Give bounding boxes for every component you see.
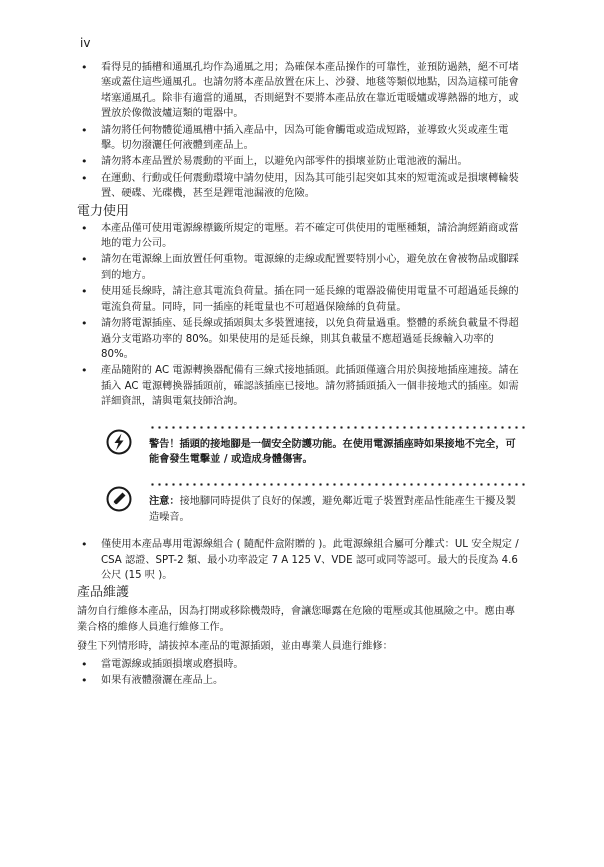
divider [149,426,525,429]
list-item: • 看得見的插槽和通風孔均作為通風之用；為確保本產品操作的可靠性，並預防過熱，絕不可堵塞或蓋住這些通風孔。也請勿將本產品放置在床上、沙發、地毯等類似地點，因為這樣可能會堵塞通風孔。除非有適當的通風，否則絕對不要將本產品放在靠近電暖爐或導熱器的地方，或置放於像微波爐這類的電器中。 [77,60,525,122]
page-content [77,60,525,689]
section-title-maintenance: 產品維護 [77,585,130,601]
note-box [101,483,525,525]
warning-lightning-icon [106,429,132,455]
list-item: • 如果有液體潑灑在產品上。 [77,673,525,688]
list-item: • 請勿將電源插座、延長線或插頭與太多裝置連接，以免負荷量過重。整體的系統負載量不得超過分支電路功率的 80%。如果使用的是延長線，則其負載量不應超過延長線輸入功率的 80%。 [77,316,525,362]
power-cord-bullet-list [77,537,525,583]
list-item: • 僅使用本產品專用電源線組合 ( 隨配件盒附贈的 )。此電源線組合屬可分離式：UL 安全規定 / CSA 認證、SPT-2 類、最小功率設定 7 A 125 V、VDE 認可或同等認可。最大的長度為 4.6 公尺 (15 呎 )。 [77,537,525,583]
list-item: • 請勿在電源線上面放置任何重物。電源線的走線或配置要特別小心，避免放在會被物品或腳踩到的地方。 [77,252,525,283]
section-title-power: 電力使用 [77,203,130,219]
intro-bullet-list [77,60,525,202]
list-item: • 本產品僅可使用電源線標籤所規定的電壓。若不確定可供使用的電壓種類，請洽詢經銷商或當地的電力公司。 [77,221,525,252]
list-item: • 當電源線或插頭損壞或磨損時。 [77,657,525,672]
power-bullet-list [77,221,525,410]
maintenance-bullet-list [77,657,525,689]
note-text [149,494,525,525]
note-label: 注意： [149,496,180,508]
list-item: • 請勿將本產品置於易震動的平面上，以避免內部零件的損壞並防止電池液的漏出。 [77,154,525,169]
list-item: • 使用延長線時，請注意其電流負荷量。插在同一延長線的電器設備使用電量不可超過延長線的電流負荷量。同時，同一插座的耗電量也不可超過保險絲的負荷量。 [77,284,525,315]
warning-text: 警告！插頭的接地腳是一個安全防護功能。在使用電源插座時如果接地不完全，可能會發生電擊並 / 或造成身體傷害。 [149,438,516,465]
maintenance-paragraph: 請勿自行維修本產品，因為打開或移除機殼時，會讓您曝露在危險的電壓或其他風險之中。應由專業合格的維修人員進行維修工作。 [77,606,516,633]
note-body: 接地腳同時提供了良好的保護，避免鄰近電子裝置對產品性能產生干擾及製造噪音。 [149,496,516,523]
list-item: • 請勿將任何物體從通風槽中插入產品中，因為可能會觸電或造成短路，並導致火災或產生電擊。切勿潑灑任何液體到產品上。 [77,123,525,154]
warning-box [101,426,525,468]
maintenance-paragraph: 發生下列情形時，請拔掉本產品的電源插頭，並由專業人員進行維修： [77,641,393,653]
page-number: iv [80,36,91,50]
list-item: • 在運動、行動或任何震動環境中請勿使用，因為其可能引起突如其來的短電流或是損壞轉輪裝置、硬碟、光碟機，甚至是鋰電池漏液的危險。 [77,171,525,202]
note-pencil-icon [106,486,132,512]
list-item: • 產品隨附的 AC 電源轉換器配備有三線式接地插頭。此插頭僅適合用於與接地插座連接。請在插入 AC 電源轉換器插頭前，確認該插座已接地。請勿將插頭插入一個非接地式的插座。如需詳細資訊，請與電氣技師洽詢。 [77,363,525,409]
divider [149,483,525,486]
